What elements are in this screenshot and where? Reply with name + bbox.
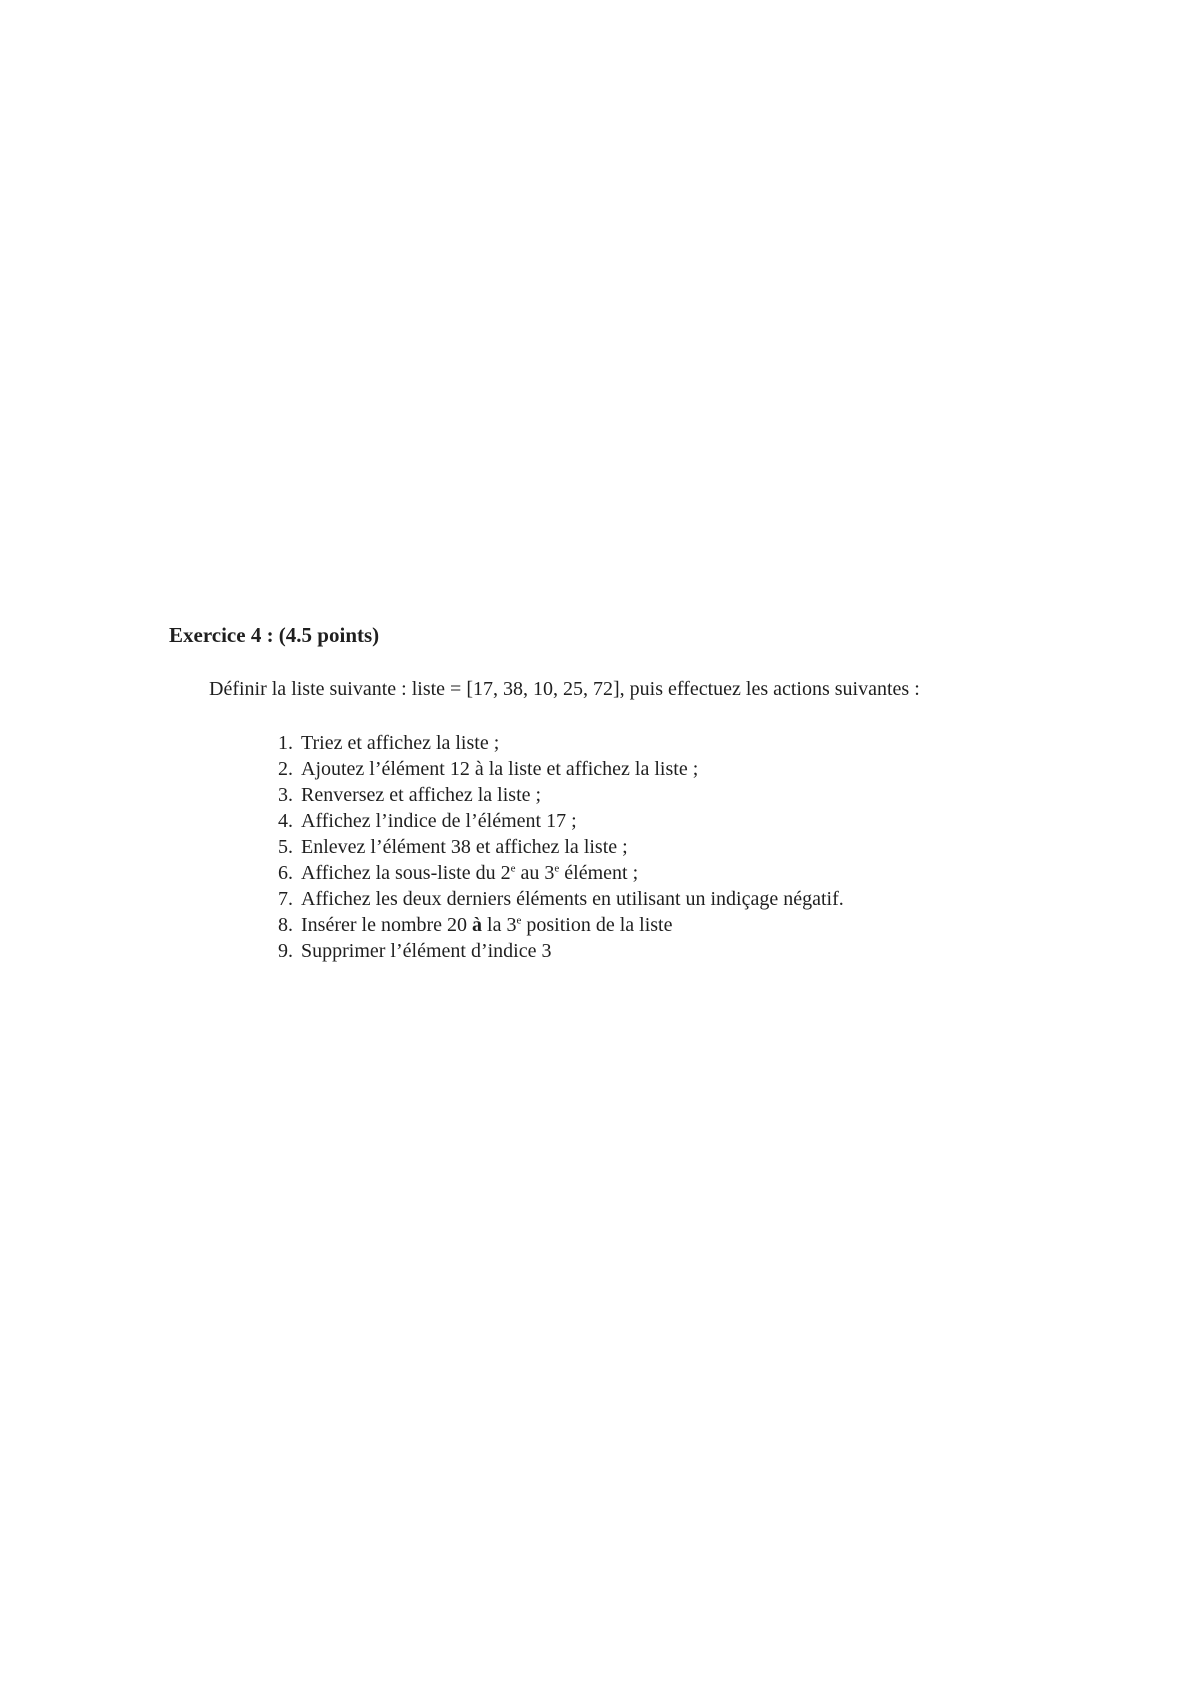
list-item xyxy=(269,782,844,808)
list-item-text-part: Affichez la sous-liste du 2 xyxy=(301,862,511,884)
exercise-section xyxy=(169,622,1069,962)
list-item-text-part: la 3 xyxy=(482,914,517,936)
list-item-text-part: Insérer le nombre 20 xyxy=(301,914,473,936)
list-item-number: 5. xyxy=(278,836,293,858)
list-item-text: Triez et affichez la liste ; xyxy=(301,732,500,754)
list-item-number: 6. xyxy=(278,862,293,884)
list-item-text-part: élément ; xyxy=(559,862,639,884)
list-item-number: 8. xyxy=(278,914,293,936)
list-item-text: Enlevez l’élément 38 et affichez la liste ; xyxy=(301,836,628,858)
actions-list xyxy=(269,730,844,964)
list-item xyxy=(269,756,844,782)
list-item-text xyxy=(301,862,638,884)
list-item-text: Affichez l’indice de l’élément 17 ; xyxy=(301,810,577,832)
superscript: e xyxy=(554,862,560,875)
list-item-text-part: position de la liste xyxy=(521,914,673,936)
list-item xyxy=(269,730,844,756)
superscript: e xyxy=(516,914,522,927)
list-item xyxy=(269,808,844,834)
list-item-text: Affichez les deux derniers éléments en utilisant un indiçage négatif. xyxy=(301,888,844,910)
list-item-text xyxy=(301,914,672,936)
bold-text: à xyxy=(472,914,483,936)
list-item-number: 9. xyxy=(278,940,293,962)
list-item xyxy=(269,886,844,912)
list-item xyxy=(269,938,844,964)
list-item-number: 4. xyxy=(278,810,293,832)
list-item xyxy=(269,912,844,938)
list-item-number: 2. xyxy=(278,758,293,780)
exercise-intro: Définir la liste suivante : liste = [17, 38, 10, 25, 72], puis effectuez les actions suivantes : xyxy=(209,678,920,700)
list-item-number: 7. xyxy=(278,888,293,910)
list-item-number: 3. xyxy=(278,784,293,806)
list-item xyxy=(269,834,844,860)
list-item-text: Ajoutez l’élément 12 à la liste et affichez la liste ; xyxy=(301,758,699,780)
exercise-title: Exercice 4 : (4.5 points) xyxy=(169,623,380,647)
list-item-number: 1. xyxy=(278,732,293,754)
list-item xyxy=(269,860,844,886)
list-item-text: Supprimer l’élément d’indice 3 xyxy=(301,940,552,962)
list-item-text-part: au 3 xyxy=(515,862,555,884)
list-item-text: Renversez et affichez la liste ; xyxy=(301,784,542,806)
superscript: e xyxy=(510,862,516,875)
